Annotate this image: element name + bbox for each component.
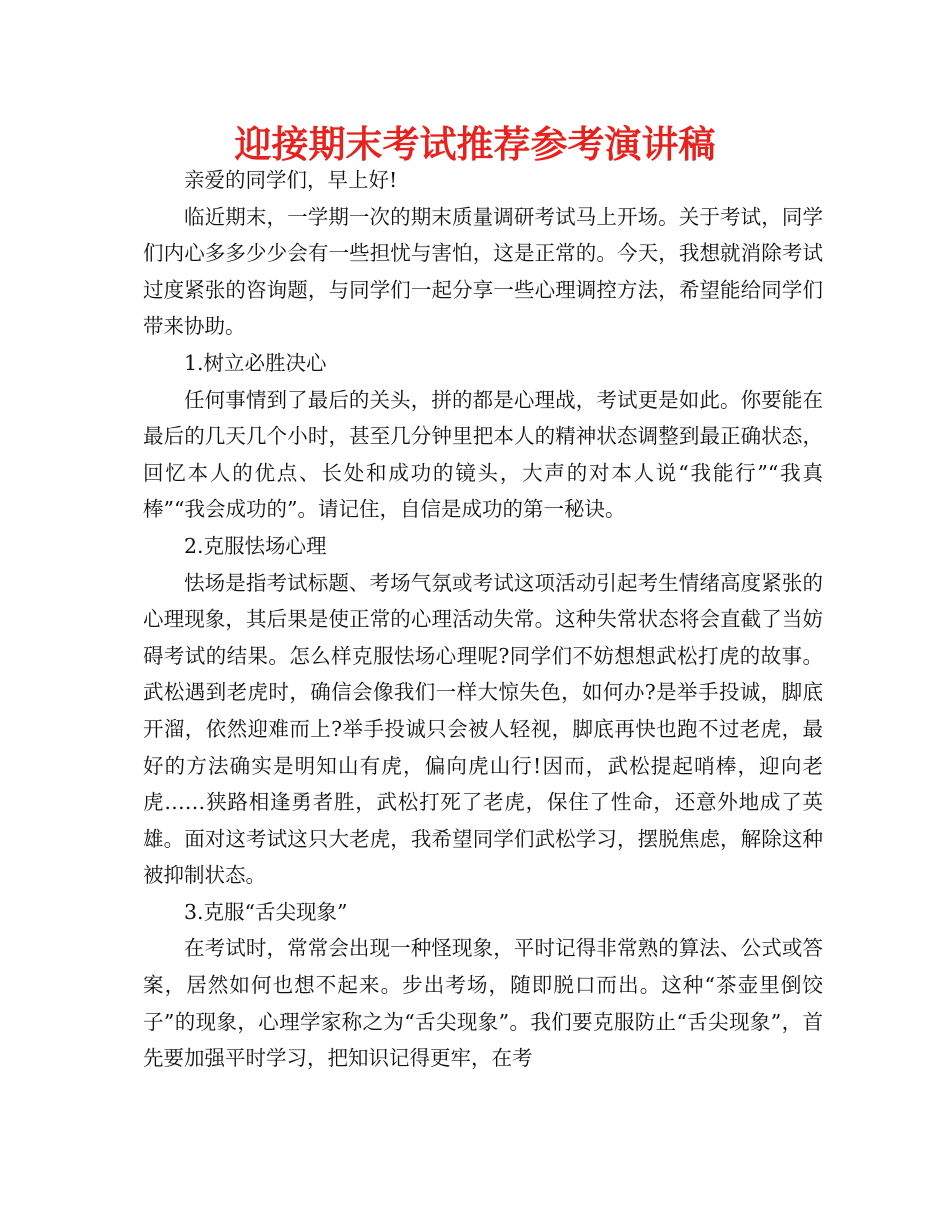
paragraph-intro: 临近期末，一学期一次的期末质量调研考试马上开场。关于考试，同学们内心多多少少会有一些担忧与害怕，这是正常的。今天，我想就消除考试过度紧张的咨询题，与同学们一起分享一些心理调控方法，希望能给同学们带来协助。	[143, 204, 823, 339]
document-body	[143, 162, 823, 1077]
document-title: 迎接期末考试推荐参考演讲稿	[234, 123, 716, 166]
paragraph-section-2: 怯场是指考试标题、考场气氛或考试这项活动引起考生情绪高度紧张的心理现象，其后果是使正常的心理活动失常。这种失常状态将会直截了当妨碍考试的结果。怎么样克服怯场心理呢?同学们不妨想想武松打虎的故事。武松遇到老虎时，确信会像我们一样大惊失色，如何办?是举手投诚，脚底开溜，依然迎难而上?举手投诚只会被人轻视，脚底再快也跑不过老虎，最好的方法确实是明知山有虎，偏向虎山行!因而，武松提起哨棒，迎向老虎……狭路相逢勇者胜，武松打死了老虎，保住了性命，还意外地成了英雄。面对这考试这只大老虎，我希望同学们武松学习，摆脱焦虑，解除这种被抑制状态。	[143, 570, 823, 888]
paragraph-greeting: 亲爱的同学们，早上好!	[184, 168, 398, 192]
section-heading-3: 3.克服“舌尖现象”	[184, 899, 348, 924]
section-heading-2: 2.克服怯场心理	[184, 533, 327, 558]
paragraph-section-3: 在考试时，常常会出现一种怪现象，平时记得非常熟的算法、公式或答案，居然如何也想不起来。步出考场，随即脱口而出。这种“茶壶里倒饺子”的现象，心理学家称之为“舌尖现象”。我们要克服防止“舌尖现象”，首先要加强平时学习，把知识记得更牢，在考	[143, 936, 823, 1071]
paragraph-section-1: 任何事情到了最后的关头，拼的都是心理战，考试更是如此。你要能在最后的几天几个小时，甚至几分钟里把本人的精神状态调整到最正确状态，回忆本人的优点、长处和成功的镜头，大声的对本人说“我能行”“我真棒”“我会成功的”。请记住，自信是成功的第一秘诀。	[143, 387, 823, 522]
section-heading-1: 1.树立必胜决心	[184, 350, 327, 375]
